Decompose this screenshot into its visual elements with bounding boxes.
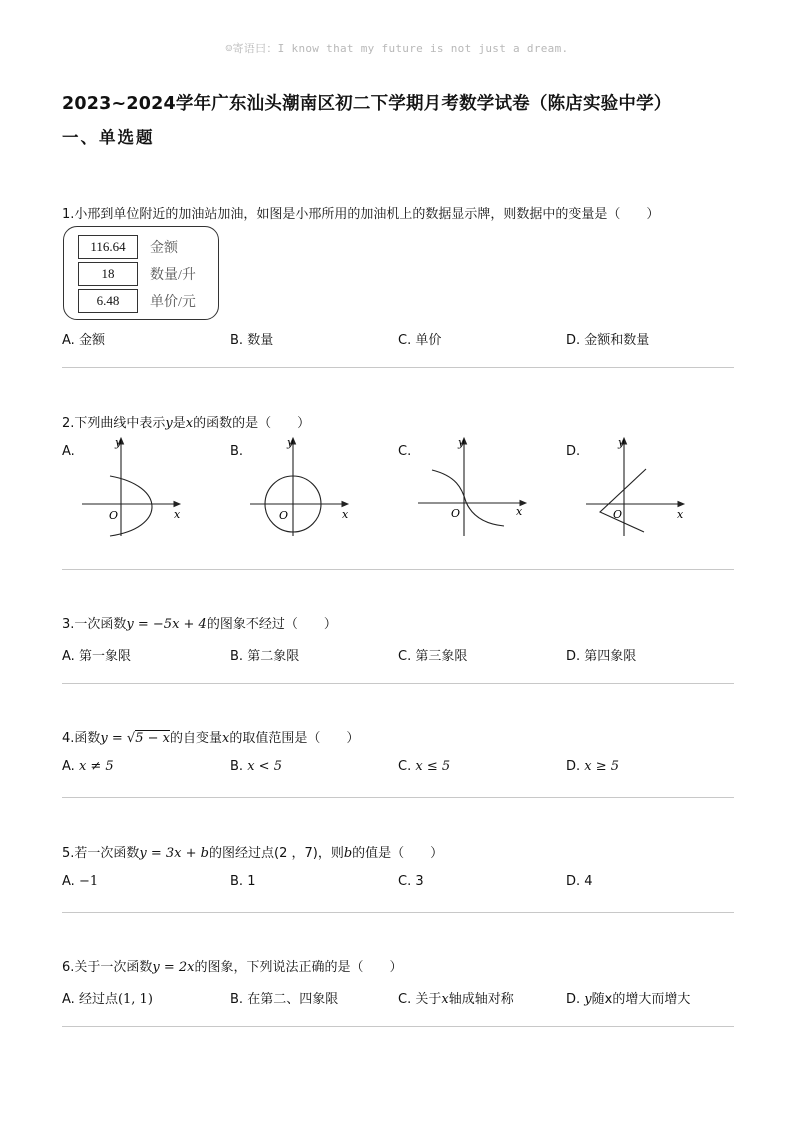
curve <box>110 476 152 536</box>
option-text: 单价 <box>415 333 442 348</box>
option-letter: B. <box>230 874 244 889</box>
option-letter: B. <box>230 992 244 1007</box>
option-text: 在第二、四象限 <box>247 992 339 1007</box>
origin-label: O <box>279 509 289 522</box>
question-3-stem <box>62 613 337 632</box>
q5-option-b[interactable] <box>230 874 255 889</box>
stem-text: 的图象，下列说法正确的是（ ） <box>194 960 403 975</box>
graph-c-decreasing-curve[interactable] <box>414 432 534 542</box>
option-letter: A. <box>62 759 75 774</box>
option-letter: D. <box>566 874 581 889</box>
divider <box>62 683 734 684</box>
divider <box>62 367 734 368</box>
divider <box>62 797 734 798</box>
curve <box>600 469 646 532</box>
q3-option-d[interactable] <box>566 645 636 664</box>
divider <box>62 1026 734 1027</box>
stem-text: 3.一次函数 <box>62 617 127 632</box>
display-amount-label: 金额 <box>150 241 178 256</box>
question-2-stem <box>62 412 310 431</box>
q1-option-a[interactable] <box>62 329 105 348</box>
formula: y = 2x <box>152 960 195 975</box>
q6-option-a[interactable] <box>62 988 153 1007</box>
option-text: 第四象限 <box>584 649 637 664</box>
q4-option-b[interactable] <box>230 759 282 774</box>
option-math: y <box>584 992 592 1007</box>
option-letter: C. <box>398 992 412 1007</box>
option-text: 经过点 <box>78 992 118 1007</box>
stem-text: 是 <box>172 416 186 431</box>
option-letter: D. <box>566 333 581 348</box>
section-heading: 一、单选题 <box>62 128 155 147</box>
option-text: 4 <box>584 874 593 889</box>
option-text: 金额 <box>78 333 105 348</box>
option-text: x ≠ 5 <box>78 759 114 774</box>
origin-label: O <box>451 507 461 520</box>
var-x: x <box>185 416 194 431</box>
question-6-stem <box>62 956 403 975</box>
option-letter: D. <box>566 992 581 1007</box>
divider <box>62 569 734 570</box>
option-text: 第二象限 <box>247 649 300 664</box>
option-text: 随x的增大而增大 <box>591 992 691 1007</box>
display-price-value: 6.48 <box>78 289 138 313</box>
option-text: x ≥ 5 <box>584 759 620 774</box>
formula-lhs: y = <box>100 731 127 746</box>
axis-label-x: x <box>174 508 181 521</box>
question-1-stem: 1.小邢到单位附近的加油站加油，如图是小邢所用的加油机上的数据显示牌，则数据中的变量是（ ） <box>62 207 660 222</box>
stem-text: 的图经过点(2 ，7)，则 <box>209 846 344 861</box>
graph-d-v-shape[interactable] <box>582 432 692 542</box>
option-letter: B. <box>230 649 244 664</box>
header-motto: ☺寄语曰：I know that my future is not just a dream. <box>225 42 569 55</box>
option-text: x < 5 <box>247 759 282 774</box>
q6-option-d[interactable] <box>566 988 690 1007</box>
formula: y = 3x + b <box>139 846 209 861</box>
option-letter: B. <box>230 333 244 348</box>
var-x: x <box>222 731 230 746</box>
radicand: 5 − x <box>135 731 170 746</box>
q2-option-c-letter[interactable]: C. <box>398 444 412 459</box>
formula: y = −5x + 4 <box>126 617 207 632</box>
page-title: 2023~2024学年广东汕头潮南区初二下学期月考数学试卷（陈店实验中学） <box>62 94 672 114</box>
option-text: 第三象限 <box>415 649 468 664</box>
display-amount-value: 116.64 <box>78 235 138 259</box>
display-quantity-label: 数量/升 <box>150 268 196 283</box>
graph-a-sideways-parabola[interactable] <box>78 432 188 542</box>
q2-option-b-letter[interactable]: B. <box>230 444 244 459</box>
option-text: 金额和数量 <box>584 333 650 348</box>
axis-label-y: y <box>287 436 294 449</box>
curve <box>432 470 504 526</box>
axis-label-y: y <box>458 436 465 449</box>
option-letter: C. <box>398 874 412 889</box>
axis-label-x: x <box>677 508 684 521</box>
option-text: 轴成轴对称 <box>448 992 514 1007</box>
q2-option-d-letter[interactable]: D. <box>566 444 581 459</box>
question-5-stem <box>62 842 443 861</box>
option-text: 数量 <box>247 333 274 348</box>
option-letter: C. <box>398 333 412 348</box>
q3-option-b[interactable] <box>230 645 299 664</box>
option-text: 1 <box>247 874 256 889</box>
q5-option-d[interactable] <box>566 874 593 889</box>
option-letter: D. <box>566 759 581 774</box>
q6-option-c[interactable] <box>398 988 514 1007</box>
option-letter: C. <box>398 649 412 664</box>
axis-label-x: x <box>516 505 523 518</box>
var-b: b <box>343 846 353 861</box>
option-letter: A. <box>62 992 75 1007</box>
q5-option-c[interactable] <box>398 874 424 889</box>
display-quantity-value: 18 <box>78 262 138 286</box>
graph-b-circle[interactable] <box>246 432 356 542</box>
q1-option-b[interactable] <box>230 329 273 348</box>
stem-text: 6.关于一次函数 <box>62 960 153 975</box>
q3-option-c[interactable] <box>398 645 467 664</box>
axis-label-y: y <box>618 436 625 449</box>
stem-text: 5.若一次函数 <box>62 846 140 861</box>
q4-option-a[interactable] <box>62 759 114 774</box>
q6-option-b[interactable] <box>230 988 338 1007</box>
q4-option-c[interactable] <box>398 759 450 774</box>
option-text: x ≤ 5 <box>415 759 451 774</box>
q5-option-a[interactable] <box>62 874 98 889</box>
stem-text: 2.下列曲线中表示 <box>62 416 166 431</box>
option-letter: A. <box>62 649 75 664</box>
stem-text: 的函数的是（ ） <box>193 416 311 431</box>
option-letter: B. <box>230 759 244 774</box>
option-letter: D. <box>566 649 581 664</box>
option-text: 关于 <box>415 992 442 1007</box>
option-text: 第一象限 <box>78 649 131 664</box>
option-text: 3 <box>415 874 424 889</box>
stem-text: 的值是（ ） <box>352 846 444 861</box>
q1-option-c[interactable] <box>398 329 441 348</box>
q2-option-a-letter[interactable]: A. <box>62 444 75 459</box>
question-4-stem <box>62 727 359 746</box>
option-text: −1 <box>78 874 99 889</box>
option-letter: A. <box>62 874 75 889</box>
divider <box>62 912 734 913</box>
stem-text: 的取值范围是（ ） <box>229 731 360 746</box>
option-math: (1, 1) <box>117 992 153 1007</box>
display-price-label: 单价/元 <box>150 295 196 310</box>
option-letter: A. <box>62 333 75 348</box>
q4-option-d[interactable] <box>566 759 619 774</box>
origin-label: O <box>613 508 623 521</box>
q1-option-d[interactable] <box>566 329 649 348</box>
option-math: x <box>441 992 449 1007</box>
var-y: y <box>165 416 173 431</box>
stem-text: 的自变量 <box>169 731 222 746</box>
axis-label-x: x <box>342 508 349 521</box>
option-letter: C. <box>398 759 412 774</box>
q3-option-a[interactable] <box>62 645 131 664</box>
fuel-display-board <box>63 226 219 320</box>
axis-label-y: y <box>115 436 122 449</box>
origin-label: O <box>109 509 119 522</box>
stem-text: 的图象不经过（ ） <box>206 617 337 632</box>
sqrt-sign-icon: √ <box>126 731 136 746</box>
stem-text: 4.函数 <box>62 731 101 746</box>
